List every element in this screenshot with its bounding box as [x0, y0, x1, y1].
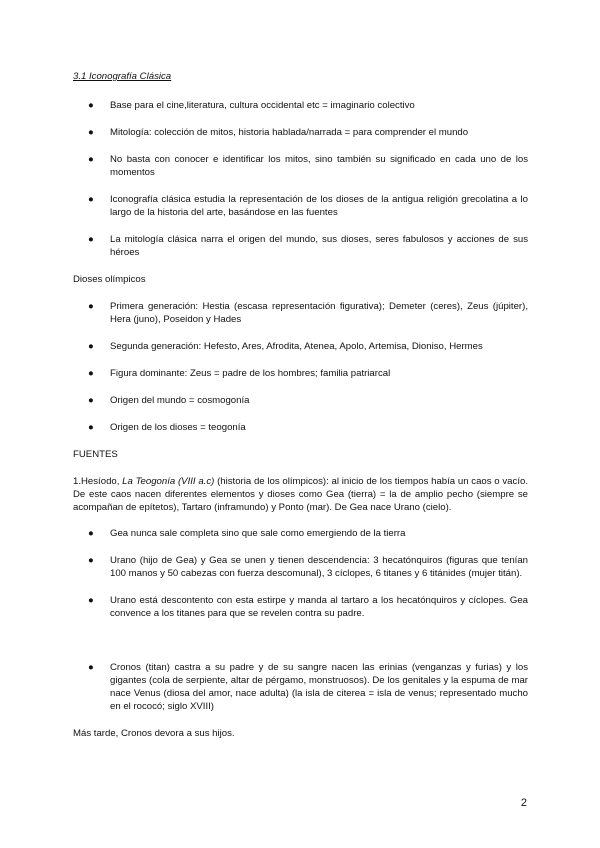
list-item: ● Figura dominante: Zeus = padre de los hombres; familia patriarcal: [88, 368, 391, 379]
source-prefix: 1.Hesíodo,: [73, 476, 123, 487]
bullet-icon: ●: [88, 395, 94, 406]
list-item: ● Base para el cine,literatura, cultura occidental etc = imaginario colectivo: [88, 100, 415, 111]
list-item: ● Urano (hijo de Gea) y Gea se unen y tienen descendencia: 3 hecatónquiros (figuras que tenían 100 manos y 50 cabezas con fuerza descomunal), 3 cíclopes, 6 titanes y 6 titánides (mujer titán).: [88, 555, 528, 579]
bullet-icon: ●: [88, 555, 94, 566]
bullet-icon: ●: [88, 100, 94, 111]
section-title: 3.1 Iconografía Clásica: [73, 71, 172, 82]
bullet-icon: ●: [88, 422, 94, 433]
fuentes-heading: FUENTES: [73, 449, 118, 460]
list-item: ● La mitología clásica narra el origen del mundo, sus dioses, seres fabulosos y acciones de sus héroes: [88, 234, 528, 258]
bullet-icon: ●: [88, 662, 94, 673]
list-item: ● Origen del mundo = cosmogonía: [88, 395, 250, 406]
source-text: (historia de los olímpicos): al inicio de los tiempos había un caos o vacío. De este caos nacen diferentes elementos y dioses como Gea (tierra) = la de amplio pecho (siempre se acompañan de epítetos), Tartaro (inframundo) y Ponto (mar). De Gea nace Urano (cielo).: [73, 476, 528, 513]
bullet-icon: ●: [88, 127, 94, 138]
dioses-bullet-list: [73, 300, 528, 434]
dioses-heading: Dioses olímpicos: [73, 274, 146, 285]
list-item: ● Primera generación: Hestia (escasa representación figurativa); Demeter (ceres), Zeus (júpiter), Hera (juno), Poseidon y Hades: [88, 301, 528, 325]
intro-bullet-list: [73, 99, 528, 259]
bullet-icon: ●: [88, 341, 94, 352]
page-number: 2: [520, 797, 527, 809]
list-item: ● Iconografía clásica estudia la representación de los dioses de la antigua religión grecolatina a lo largo de la historia del arte, basándose en las fuentes: [88, 194, 528, 218]
bullet-icon: ●: [88, 154, 94, 165]
list-item: ● Cronos (titan) castra a su padre y de su sangre nacen las erinias (venganzas y furias) y los gigantes (cola de serpiente, altar de pérgamo, monstruosos). De los genitales y la espuma de mar nace Venus (diosa del amor, nace adulta) (la isla de citerea = isla de venus; representado mucho en el rococó; siglo XVIII): [88, 662, 528, 712]
closing-paragraph: Más tarde, Cronos devora a sus hijos.: [73, 728, 235, 739]
fuentes-bullet-list: [73, 527, 528, 713]
list-item: ● Gea nunca sale completa sino que sale como emergiendo de la tierra: [88, 528, 406, 539]
list-item: ● Urano está descontento con esta estirpe y manda al tartaro a los hecatónquiros y cíclopes. Gea convence a los titanes para que se revelen contra su padre.: [88, 595, 528, 619]
source-work-title: La Teogonía (VIII a.c): [122, 476, 215, 487]
list-item: ● Origen de los dioses = teogonía: [88, 422, 246, 433]
bullet-icon: ●: [88, 595, 94, 606]
list-item: ● Segunda generación: Hefesto, Ares, Afrodita, Atenea, Apolo, Artemisa, Dioniso, Hermes: [88, 341, 483, 352]
list-item: ● Mitología: colección de mitos, historia hablada/narrada = para comprender el mundo: [88, 127, 469, 138]
page-content: [73, 70, 528, 753]
bullet-icon: ●: [88, 194, 94, 205]
blank-spacer: [73, 634, 528, 647]
bullet-icon: ●: [88, 368, 94, 379]
bullet-icon: ●: [88, 301, 94, 312]
fuentes-paragraph: [73, 475, 528, 514]
list-item: ● No basta con conocer e identificar los mitos, sino también su significado en cada uno de los momentos: [88, 154, 528, 178]
bullet-icon: ●: [88, 234, 94, 245]
bullet-icon: ●: [88, 528, 94, 539]
